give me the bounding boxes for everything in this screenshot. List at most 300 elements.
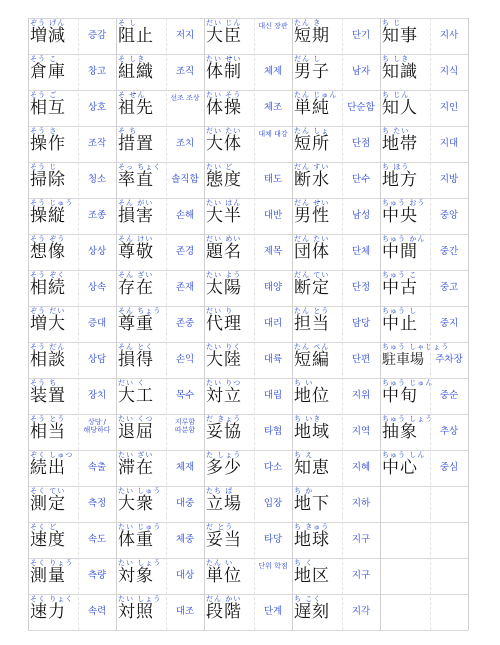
vocab-word-cell <box>292 486 342 522</box>
furigana-reading: ち え <box>294 451 314 459</box>
vocab-word-cell <box>28 414 78 450</box>
row-divider <box>28 414 468 415</box>
kanji-word: 態度 <box>206 170 242 190</box>
kanji-word: 存在 <box>118 278 154 298</box>
furigana-reading: そ せん <box>118 91 146 99</box>
korean-meaning-cell <box>342 558 380 594</box>
furigana-reading: そく りょう <box>30 559 74 567</box>
kanji-word: 対照 <box>118 602 154 622</box>
vocab-word-cell <box>380 18 430 54</box>
kanji-word: 知人 <box>382 98 418 118</box>
korean-meaning-cell <box>254 306 292 342</box>
korean-meaning-cell <box>166 270 204 306</box>
korean-meaning-cell <box>342 54 380 90</box>
korean-meaning-cell <box>166 162 204 198</box>
korean-meaning: 속도 <box>87 534 107 545</box>
korean-meaning: 상호 <box>87 102 107 113</box>
korean-meaning: 증감 <box>87 30 107 41</box>
korean-meaning-cell <box>342 486 380 522</box>
kanji-word: 大衆 <box>118 494 154 514</box>
korean-meaning-cell <box>430 234 468 270</box>
kanji-word: 尊敬 <box>118 242 154 262</box>
vocab-word-cell <box>380 450 430 486</box>
column-divider <box>116 18 117 630</box>
kanji-word: 地位 <box>294 386 330 406</box>
korean-meaning: 단계 <box>263 606 283 617</box>
furigana-reading: ちゅう しゃじょう <box>382 343 450 351</box>
row-divider <box>28 198 468 199</box>
korean-meaning-cell <box>342 90 380 126</box>
kanji-word: 単純 <box>294 98 330 118</box>
vocab-word-cell <box>204 18 254 54</box>
furigana-reading: ち いき <box>294 415 322 423</box>
korean-meaning-cell <box>254 162 292 198</box>
vocab-word-cell <box>116 378 166 414</box>
furigana-reading: ちゅう しん <box>382 451 426 459</box>
vocab-word-cell <box>204 54 254 90</box>
korean-meaning: 장치 <box>87 390 107 401</box>
furigana-reading: ちゅう こ <box>382 271 418 279</box>
furigana-reading: たん じゅん <box>294 91 338 99</box>
vocab-word-cell <box>28 126 78 162</box>
furigana-reading: そん けい <box>118 235 154 243</box>
vocab-word-cell <box>204 270 254 306</box>
kanji-word: 阻止 <box>118 26 154 46</box>
vocab-word-cell <box>380 198 430 234</box>
furigana-reading: だん てい <box>294 271 330 279</box>
korean-meaning-cell <box>254 414 292 450</box>
furigana-reading: ちゅう おう <box>382 199 426 207</box>
korean-meaning: 중앙 <box>439 210 459 221</box>
kanji-word: 担当 <box>294 314 330 334</box>
row-divider <box>28 306 468 307</box>
furigana-reading: ち か <box>294 487 314 495</box>
vocab-word-cell <box>292 234 342 270</box>
korean-meaning: 속출 <box>87 462 107 473</box>
furigana-reading: だん すい <box>294 163 330 171</box>
korean-meaning: 존경 <box>175 246 195 257</box>
kanji-word: 地域 <box>294 422 330 442</box>
korean-meaning: 제목 <box>263 246 283 257</box>
korean-meaning-cell <box>430 522 468 558</box>
korean-meaning: 체중 <box>175 534 195 545</box>
column-divider <box>204 18 205 630</box>
kanji-word: 団体 <box>294 242 330 262</box>
korean-meaning-cell <box>430 126 468 162</box>
vocab-word-cell <box>28 54 78 90</box>
vocab-word-cell <box>28 450 78 486</box>
furigana-reading: ぞう だい <box>30 307 66 315</box>
korean-meaning-cell <box>430 90 468 126</box>
kanji-word: 操作 <box>30 134 66 154</box>
vocab-word-cell <box>380 234 430 270</box>
furigana-reading: そう とう <box>30 415 66 423</box>
vocab-word-cell <box>292 90 342 126</box>
vocabulary-worksheet <box>28 18 468 630</box>
vocab-word-cell <box>380 486 430 522</box>
kanji-word: 短所 <box>294 134 330 154</box>
korean-meaning: 지식 <box>439 66 459 77</box>
korean-meaning-cell <box>78 162 116 198</box>
vocab-word-cell <box>204 486 254 522</box>
row-divider <box>28 126 468 127</box>
kanji-word: 男子 <box>294 62 330 82</box>
korean-meaning-cell <box>254 18 292 54</box>
kanji-word: 速度 <box>30 530 66 550</box>
furigana-reading: そう さ <box>30 127 58 135</box>
korean-meaning-cell <box>78 270 116 306</box>
vocab-word-cell <box>292 270 342 306</box>
korean-meaning-cell <box>254 378 292 414</box>
korean-meaning: 지역 <box>351 426 371 437</box>
vocab-word-cell <box>116 162 166 198</box>
furigana-reading: そく ど <box>30 523 58 531</box>
korean-meaning: 체조 <box>263 102 283 113</box>
vocab-word-cell <box>28 486 78 522</box>
korean-meaning: 남성 <box>351 210 371 221</box>
korean-meaning-cell <box>78 486 116 522</box>
column-divider <box>292 18 293 630</box>
korean-meaning: 대체 대강 <box>258 130 288 138</box>
kanji-word: 速力 <box>30 602 66 622</box>
korean-meaning-cell <box>342 234 380 270</box>
kanji-word: 中間 <box>382 242 418 262</box>
korean-meaning-cell <box>78 126 116 162</box>
korean-meaning: 단체 <box>351 246 371 257</box>
furigana-reading: たい しょう <box>118 595 162 603</box>
vocab-word-cell <box>292 198 342 234</box>
korean-meaning: 속력 <box>87 606 107 617</box>
korean-meaning-cell <box>430 486 468 522</box>
column-divider <box>468 18 469 630</box>
vocab-word-cell <box>28 522 78 558</box>
kanji-word: 相当 <box>30 422 66 442</box>
kanji-word: 地帯 <box>382 134 418 154</box>
korean-meaning-cell <box>78 306 116 342</box>
row-divider <box>28 594 468 595</box>
vocab-word-cell <box>380 270 430 306</box>
kanji-word: 中古 <box>382 278 418 298</box>
furigana-reading: ち たい <box>382 127 410 135</box>
furigana-reading: たん ぺん <box>294 343 330 351</box>
kanji-word: 増減 <box>30 26 66 46</box>
korean-meaning: 중간 <box>439 246 459 257</box>
kanji-word: 大陸 <box>206 350 242 370</box>
korean-meaning: 목수 <box>175 390 195 401</box>
vocab-word-cell <box>380 306 430 342</box>
korean-meaning: 대리 <box>263 318 283 329</box>
vocab-word-cell <box>28 270 78 306</box>
kanji-word: 地球 <box>294 530 330 550</box>
korean-meaning: 지구 <box>351 534 371 545</box>
korean-meaning: 조치 <box>175 138 195 149</box>
furigana-reading: ちゅう じゅん <box>382 379 434 387</box>
korean-meaning-cell <box>430 558 468 594</box>
vocab-word-cell <box>292 522 342 558</box>
furigana-reading: だん かい <box>206 595 242 603</box>
vocab-word-cell <box>116 198 166 234</box>
furigana-reading: たい はん <box>206 199 242 207</box>
furigana-reading: ぞう げん <box>30 19 66 27</box>
kanji-word: 妥協 <box>206 422 242 442</box>
furigana-reading: たい そう <box>206 91 242 99</box>
furigana-reading: そう こ <box>30 55 58 63</box>
vocab-word-cell <box>116 18 166 54</box>
kanji-word: 知識 <box>382 62 418 82</box>
korean-meaning-cell <box>78 90 116 126</box>
vocab-word-cell <box>380 414 434 450</box>
kanji-word: 大工 <box>118 386 154 406</box>
row-divider <box>28 54 468 55</box>
korean-meaning-cell <box>166 522 204 558</box>
vocab-word-cell <box>204 522 254 558</box>
furigana-reading: たい しょう <box>118 559 162 567</box>
korean-meaning-cell <box>342 450 380 486</box>
vocab-word-cell <box>380 558 430 594</box>
korean-meaning-cell <box>430 342 468 378</box>
vocab-word-cell <box>116 270 166 306</box>
korean-meaning: 지루함 따분함 <box>174 418 196 434</box>
furigana-reading: だい く <box>118 379 146 387</box>
korean-meaning-cell <box>342 306 380 342</box>
kanji-word: 代理 <box>206 314 242 334</box>
vocab-word-cell <box>204 90 254 126</box>
furigana-reading: た しょう <box>206 451 242 459</box>
korean-meaning: 담당 <box>351 318 371 329</box>
korean-meaning-cell <box>342 522 380 558</box>
kanji-word: 退屈 <box>118 422 154 442</box>
korean-meaning-cell <box>78 54 116 90</box>
korean-meaning: 타협 <box>263 426 283 437</box>
furigana-reading: そ し <box>118 19 138 27</box>
furigana-reading: たい くつ <box>118 415 154 423</box>
korean-meaning: 대상 <box>175 570 195 581</box>
korean-meaning-cell <box>78 558 116 594</box>
kanji-word: 妥当 <box>206 530 242 550</box>
word-meaning-divider <box>166 18 167 630</box>
korean-meaning-cell <box>166 414 204 450</box>
furigana-reading: ち こく <box>294 595 322 603</box>
vocab-word-cell <box>28 90 78 126</box>
vocab-word-cell <box>292 18 342 54</box>
furigana-reading: ち じ <box>382 19 402 27</box>
korean-meaning: 상속 <box>87 282 107 293</box>
vocab-word-cell <box>204 342 254 378</box>
vocab-word-cell <box>116 90 166 126</box>
korean-meaning-cell <box>254 54 292 90</box>
korean-meaning: 조작 <box>87 138 107 149</box>
vocab-word-cell <box>116 522 166 558</box>
furigana-reading: ちゅう し <box>382 307 418 315</box>
korean-meaning-cell <box>78 198 116 234</box>
korean-meaning-cell <box>430 306 468 342</box>
kanji-word: 駐車場 <box>382 352 424 368</box>
korean-meaning-cell <box>254 486 292 522</box>
korean-meaning-cell <box>78 234 116 270</box>
korean-meaning: 단위 학점 <box>258 562 288 570</box>
korean-meaning-cell <box>166 234 204 270</box>
vocab-word-cell <box>204 414 254 450</box>
vocab-word-cell <box>204 558 254 594</box>
kanji-word: 掃除 <box>30 170 66 190</box>
korean-meaning: 지구 <box>351 570 371 581</box>
vocab-word-cell <box>204 450 254 486</box>
furigana-reading: そう ご <box>30 91 58 99</box>
korean-meaning-cell <box>78 594 116 630</box>
kanji-word: 知事 <box>382 26 418 46</box>
korean-meaning-cell <box>254 558 292 594</box>
furigana-reading: ち く <box>294 559 314 567</box>
furigana-reading: ち しき <box>382 55 410 63</box>
row-divider <box>28 378 468 379</box>
kanji-word: 相続 <box>30 278 66 298</box>
vocab-word-cell <box>292 378 342 414</box>
korean-meaning: 대륙 <box>263 354 283 365</box>
korean-meaning: 대중 <box>175 498 195 509</box>
korean-meaning: 대조 <box>175 606 195 617</box>
word-meaning-divider <box>430 18 431 630</box>
kanji-word: 男性 <box>294 206 330 226</box>
furigana-reading: たい りつ <box>206 379 242 387</box>
vocab-word-cell <box>116 450 166 486</box>
kanji-word: 大臣 <box>206 26 242 46</box>
kanji-word: 遅刻 <box>294 602 330 622</box>
vocab-word-cell <box>116 558 166 594</box>
furigana-reading: たい ど <box>206 163 234 171</box>
vocab-word-cell <box>116 234 166 270</box>
korean-meaning: 중고 <box>439 282 459 293</box>
vocab-word-cell <box>28 594 78 630</box>
kanji-word: 体制 <box>206 62 242 82</box>
korean-meaning-cell <box>166 486 204 522</box>
korean-meaning: 단정 <box>351 282 371 293</box>
kanji-word: 措置 <box>118 134 154 154</box>
kanji-word: 対立 <box>206 386 242 406</box>
korean-meaning: 대반 <box>263 210 283 221</box>
vocab-word-cell <box>292 450 342 486</box>
korean-meaning-cell <box>78 450 116 486</box>
korean-meaning-cell <box>342 378 380 414</box>
korean-meaning: 중순 <box>439 390 459 401</box>
furigana-reading: だい り <box>206 307 234 315</box>
korean-meaning-cell <box>430 198 468 234</box>
korean-meaning-cell <box>166 126 204 162</box>
kanji-word: 損害 <box>118 206 154 226</box>
vocab-word-cell <box>292 342 342 378</box>
furigana-reading: たい じゅう <box>118 523 162 531</box>
korean-meaning-cell <box>430 270 468 306</box>
kanji-word: 祖先 <box>118 98 154 118</box>
vocab-word-cell <box>380 522 430 558</box>
korean-meaning-cell <box>78 342 116 378</box>
kanji-word: 想像 <box>30 242 66 262</box>
kanji-word: 題名 <box>206 242 242 262</box>
furigana-reading: そう だん <box>30 343 66 351</box>
korean-meaning-cell <box>430 54 468 90</box>
kanji-word: 短期 <box>294 26 330 46</box>
kanji-word: 増大 <box>30 314 66 334</box>
furigana-reading: たい りく <box>206 343 242 351</box>
vocab-word-cell <box>116 306 166 342</box>
korean-meaning: 조종 <box>87 210 107 221</box>
furigana-reading: ち じん <box>382 91 410 99</box>
vocab-word-cell <box>116 414 166 450</box>
column-divider <box>28 18 29 630</box>
kanji-word: 立場 <box>206 494 242 514</box>
word-meaning-divider <box>78 18 79 630</box>
kanji-word: 率直 <box>118 170 154 190</box>
vocab-word-cell <box>292 594 342 630</box>
vocab-word-cell <box>28 378 78 414</box>
furigana-reading: そん がい <box>118 199 154 207</box>
korean-meaning: 타당 <box>263 534 283 545</box>
vocab-word-cell <box>28 306 78 342</box>
vocab-word-cell <box>204 306 254 342</box>
korean-meaning-cell <box>166 198 204 234</box>
vocab-word-cell <box>28 558 78 594</box>
furigana-reading: そん ちょう <box>118 307 162 315</box>
vocab-word-cell <box>204 234 254 270</box>
furigana-reading: そん ざい <box>118 271 154 279</box>
furigana-reading: ち きゅう <box>294 523 330 531</box>
furigana-reading: たん い <box>206 559 234 567</box>
korean-meaning-cell <box>166 306 204 342</box>
furigana-reading: だん たい <box>294 235 330 243</box>
korean-meaning-cell <box>78 522 116 558</box>
vocab-word-cell <box>28 162 78 198</box>
kanji-word: 測量 <box>30 566 66 586</box>
korean-meaning: 단점 <box>351 138 371 149</box>
furigana-reading: そう じ <box>30 163 58 171</box>
vocab-word-cell <box>292 54 342 90</box>
korean-meaning: 대신 장관 <box>258 22 288 30</box>
kanji-word: 断水 <box>294 170 330 190</box>
korean-meaning: 다소 <box>263 462 283 473</box>
vocab-word-cell <box>292 162 342 198</box>
vocab-word-cell <box>204 162 254 198</box>
furigana-reading: たい しゅう <box>118 487 162 495</box>
vocab-word-cell <box>380 54 430 90</box>
korean-meaning-cell <box>78 378 116 414</box>
korean-meaning: 중심 <box>439 462 459 473</box>
kanji-word: 単位 <box>206 566 242 586</box>
vocab-word-cell <box>292 126 342 162</box>
korean-meaning: 태도 <box>263 174 283 185</box>
vocab-word-cell <box>380 378 434 414</box>
word-meaning-divider <box>342 18 343 630</box>
kanji-word: 多少 <box>206 458 242 478</box>
korean-meaning-cell <box>430 594 468 630</box>
korean-meaning-cell <box>254 522 292 558</box>
korean-meaning: 창고 <box>87 66 107 77</box>
furigana-reading: ち ほう <box>382 163 410 171</box>
furigana-reading: たい せい <box>206 55 242 63</box>
korean-meaning: 지사 <box>439 30 459 41</box>
vocab-word-cell <box>116 126 166 162</box>
korean-meaning: 손해 <box>175 210 195 221</box>
kanji-word: 滞在 <box>118 458 154 478</box>
kanji-word: 相談 <box>30 350 66 370</box>
korean-meaning: 체재 <box>175 462 195 473</box>
korean-meaning-cell <box>166 18 204 54</box>
vocab-word-cell <box>204 126 254 162</box>
kanji-word: 地区 <box>294 566 330 586</box>
korean-meaning: 지인 <box>439 102 459 113</box>
furigana-reading: ちゅう しょう <box>382 415 434 423</box>
korean-meaning: 존재 <box>175 282 195 293</box>
korean-meaning-cell <box>430 162 468 198</box>
korean-meaning: 남자 <box>351 66 371 77</box>
